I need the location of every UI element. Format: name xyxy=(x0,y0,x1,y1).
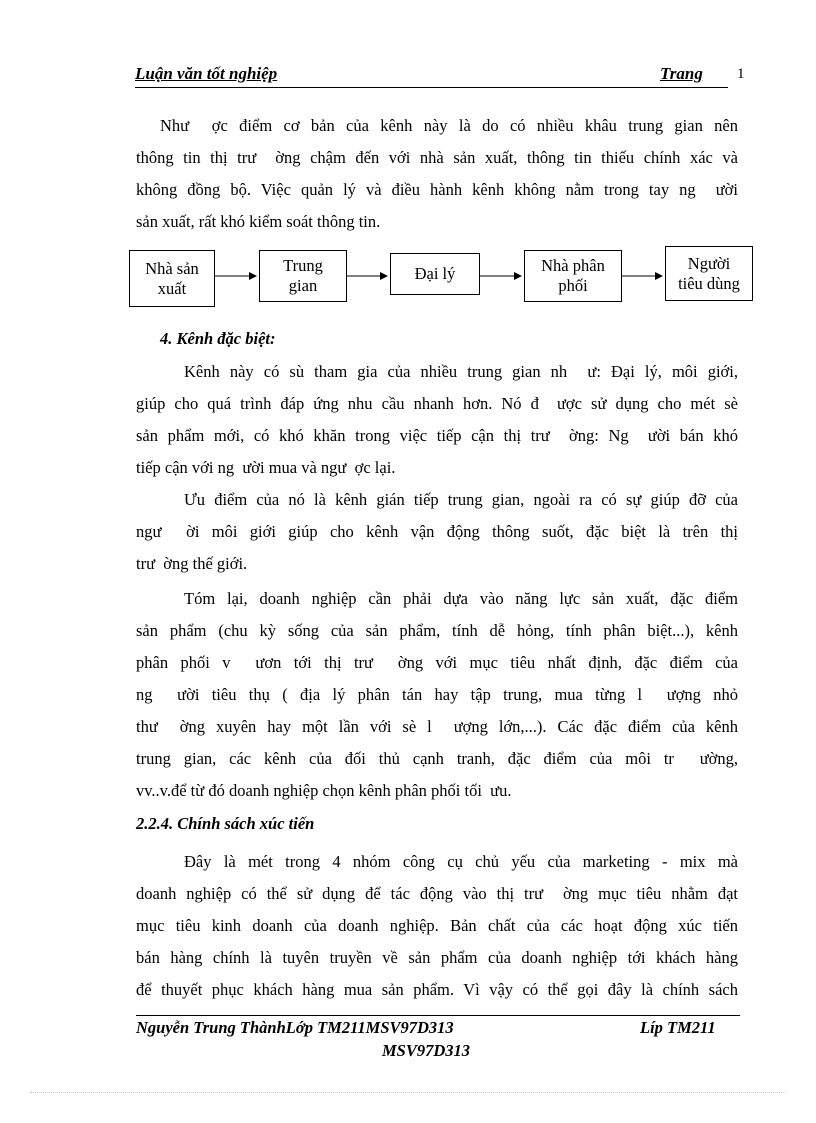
s4c-line-4: ng ười tiêu thụ ( địa lý phân tán hay tập trung, mua từng l ượng nhỏ xyxy=(136,685,738,704)
flow-box-consumer xyxy=(665,246,753,301)
s4b-line-2: ngư ời môi giới giúp cho kênh vận động thông suốt, đặc biệt là trên thị xyxy=(136,522,738,541)
flow-box-text: Nhà phân xyxy=(541,256,605,275)
flow-box-text: gian xyxy=(288,276,318,295)
s4c-line-3: phân phối v ươn tới thị trư ờng với mục tiêu nhất định, đặc điểm của xyxy=(136,653,738,672)
s4c-line-2: sản phẩm (chu kỳ sống của sản phẩm, tính dễ hỏng, tính phân biệt...), kênh xyxy=(136,621,738,640)
s224-line-4: bán hàng chính là tuyên truyền về sản phẩm của doanh nghiệp tới khách hàng xyxy=(136,948,738,967)
flow-box-text: Người xyxy=(687,253,731,273)
flow-box-producer xyxy=(129,250,215,307)
s4c-line-5: thư ờng xuyên hay một lần với sè l ượng lớn,...). Các đặc điểm của kênh xyxy=(136,717,738,736)
flow-box-text: Trung xyxy=(283,256,323,275)
s224-line-2: doanh nghiệp có thể sử dụng để tác động vào thị trư ờng mục tiêu nhằm đạt xyxy=(136,884,738,903)
flow-box-distributor xyxy=(524,250,622,302)
para1-line-4: sản xuất, rất khó kiểm soát thông tin. xyxy=(136,212,381,231)
flow-box-text: phối xyxy=(558,276,588,295)
s4a-line-3: sản phẩm mới, có khó khăn trong việc tiếp cận thị trư ờng: Ng ười bán khó xyxy=(136,426,738,445)
s4a-line-4: tiếp cận với ng ười mua và ngư ợc lại. xyxy=(136,458,396,477)
s224-line-3: mục tiêu kinh doanh của doanh nghiệp. Bản chất của các hoạt động xúc tiến xyxy=(136,916,738,935)
s4a-line-2: giúp cho quá trình đáp ứng nhu cầu nhanh hơn. Nó đ ược sử dụng cho mét sè xyxy=(136,394,738,413)
para1-line-2: thông tin thị trư ờng chậm đến với nhà sản xuất, thông tin thiếu chính xác và xyxy=(136,148,738,167)
s4c-line-7: vv..v.để từ đó doanh nghiệp chọn kênh phân phối tối ưu. xyxy=(136,781,512,800)
section-224-heading: 2.2.4. Chính sách xúc tiến xyxy=(136,814,315,833)
s4c-line-1: Tóm lại, doanh nghiệp cần phải dựa vào năng lực sản xuất, đặc điểm xyxy=(184,589,738,608)
footer-class: Líp TM211 xyxy=(640,1018,716,1037)
flow-box-text: Đại lý xyxy=(414,264,456,283)
page-number: 1 xyxy=(737,66,745,82)
s224-line-5: để thuyết phục khách hàng mua sản phẩm. Vì vậy có thể gọi đây là chính sách xyxy=(136,980,738,999)
s4c-line-6: trung gian, các kênh của đối thủ cạnh tranh, đặc điểm của môi tr ường, xyxy=(136,749,738,768)
s4b-line-1: Ưu điểm của nó là kênh gián tiếp trung gian, ngoài ra có sự giúp đỡ của xyxy=(184,490,738,509)
s4b-line-3: trư ờng thế giới. xyxy=(136,554,248,573)
section-4-heading: 4. Kênh đặc biệt: xyxy=(160,329,276,348)
page-bottom-divider xyxy=(30,1092,786,1094)
footer-student-id: MSV97D313 xyxy=(382,1041,471,1060)
header-title: Luận văn tốt nghiệp xyxy=(135,64,278,83)
flow-box-text: tiêu dùng xyxy=(678,273,740,293)
s224-line-1: Đây là mét trong 4 nhóm công cụ chủ yếu của marketing - mix mà xyxy=(184,852,738,871)
flow-box-intermediary xyxy=(259,250,347,302)
flow-box-text: Nhà sản xyxy=(145,258,199,278)
header-trang-label: Trang xyxy=(660,64,703,83)
para1-line-3: không đồng bộ. Việc quản lý và điều hành kênh không nằm trong tay ng ười xyxy=(136,180,738,199)
para1-line-1: Như ợc điểm cơ bản của kênh này là do có nhiều khâu trung gian nên xyxy=(160,116,738,135)
flow-box-agent xyxy=(390,253,480,295)
s4a-line-1: Kênh này có sù tham gia của nhiều trung gian nh ư: Đại lý, môi giới, xyxy=(184,362,738,381)
flow-box-text: xuất xyxy=(157,278,187,298)
footer-author: Nguyễn Trung ThànhLớp TM211MSV97D313 xyxy=(136,1018,454,1037)
footer-rule xyxy=(136,1015,740,1016)
